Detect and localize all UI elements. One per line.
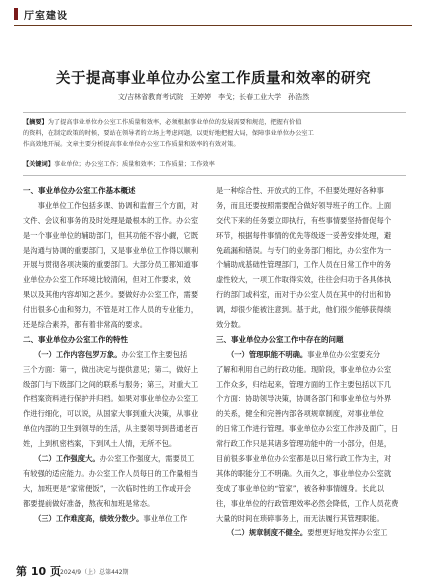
body-column-left: [23, 184, 213, 526]
paragraph-line: 付出很多心血和努力，不管是对工作人员的专业能力，: [23, 305, 199, 315]
issue-info: 2024/9（上）总第442期: [60, 569, 129, 576]
paragraph-line: 三个方面：第一，做出决定与提供意见；第二，做好上: [23, 364, 199, 374]
keywords-label: 【关键词】: [23, 161, 54, 168]
paragraph-line: [23, 452, 213, 467]
paragraph-line: 目前很多事业单位办公室都是以日常行政工作为主，对: [216, 454, 392, 464]
paragraph-line: 往，事业单位的行政管理效率必然会降低，工作人员花费: [216, 498, 399, 508]
paragraph-line: 业单位办公室工作环境比较清闲，但对工作要求，效: [23, 275, 191, 285]
paragraph-line: 事业单位工作包括多课、协调和监督三个方面，对: [23, 200, 199, 210]
paragraph-line: 个方面：协助领导决策，协调各部门和事业单位与外界: [216, 394, 392, 404]
paragraph-line: 都要提前做好准备，熬夜和加班是常态。: [23, 498, 155, 508]
paragraph-line: 个辅助成基础性管理部门，工作人员在日常工作中的务: [216, 260, 392, 270]
abstract-label: 【摘要】: [23, 119, 48, 126]
paragraph-line: 免疏漏和错误。与专门的业务部门相比，办公室作为一: [216, 245, 392, 255]
paragraph-line: [23, 348, 213, 363]
page-footer: [0, 561, 427, 581]
subheading-lead: （三）工作难度高，绩效分数少。: [23, 513, 144, 523]
keywords-text: 事业单位；办公室工作；质量和效率；工作质量；工作效率: [53, 161, 215, 168]
paragraph-line: 的关系，健全和完善内部各项规章制度，对事业单位: [216, 409, 384, 419]
paragraph-line: 虚性较大，一项工作取得实效，往往会归功于各具体执: [216, 275, 392, 285]
paragraph-line: 有较强的适应能力。办公室工作人员每日的工作量相当: [23, 468, 199, 478]
abstract-line: [23, 118, 406, 127]
page-number: 第 10 页: [16, 565, 61, 578]
subheading-lead: （二）工作强度大。: [23, 454, 100, 464]
paragraph-line: 务，而且还要按照需要配合做好领导班子的工作。上面: [216, 200, 392, 210]
paragraph-line: 大，加班更是“家常便饭”，一次临时性的工作或开会: [23, 483, 191, 493]
paragraph-line: 文件、会议和事务的及时处理是最根本的工作。办公室: [23, 215, 199, 225]
paragraph-line: 大量的时间在琐碎事务上，而无法履行其管理职能。: [216, 513, 384, 523]
paragraph-line: 效分数。: [216, 320, 246, 330]
paragraph-line: 单位内部的卫生到领导的生活，从主要领导到普通老百: [23, 424, 199, 434]
subheading-lead: （一）管理职能不明确。: [216, 349, 308, 359]
paragraph-line: 级部门与下级部门之间的联系与服务；第三，对重大工: [23, 379, 199, 389]
paragraph-line: 环节，根据每件事情的优先等级逐一妥善安排处理，避: [216, 230, 392, 240]
paragraph-line: 行的部门或科室，而对于办公室人员在其中的付出和协: [216, 290, 392, 300]
paragraph-text: 办公室工作主要包括: [121, 349, 188, 359]
article-title: 关于提高事业单位办公室工作质量和效率的研究: [56, 70, 371, 87]
paragraph-text: 事业单位工作: [143, 513, 188, 523]
paragraph-text: 办公室工作强度大，需要员工: [99, 454, 195, 464]
paragraph-line: [216, 348, 406, 363]
paragraph-line: [23, 512, 213, 527]
paragraph-line: [216, 526, 406, 541]
paragraph-line: 变成了事业单位的“管家”，被各种事情缠身。长此以: [216, 483, 384, 493]
article-authors: 文/吉林省教育考试院 王婷婷 李戈；长春工业大学 孙浩然: [117, 93, 310, 101]
paragraph-line: 是一个事业单位的辅助部门，但其功能不容小觑，它既: [23, 230, 199, 240]
paragraph-text: 事业单位办公室要充分: [307, 349, 381, 359]
paragraph-line: 的日常工作进行管理。事业单位办公室工作涉及面广，日: [216, 424, 399, 434]
keywords-line: [23, 160, 406, 169]
paragraph-line: 开展与贯彻各项决策的重要部门。大部分员工都知道事: [23, 260, 199, 270]
paragraph-line: 作进行细化，可以说，从国家大事到重大决策，从事业: [23, 409, 199, 419]
body-column-right: [216, 184, 406, 541]
paragraph-line: 是一种综合性、开放式的工作，不但要处理好各种事: [216, 186, 384, 195]
abstract-block: [23, 112, 406, 176]
paragraph-line: 还是综合素养，都有着非常高的要求。: [23, 320, 148, 330]
paragraph-line: 交代下来的任务要立即执行，有些事情要坚持督促每个: [216, 215, 392, 225]
paragraph-line: 了解和利用自己的行政功能。现阶段，事业单位办公室: [216, 364, 392, 374]
section-tag-label: 厅室建设: [24, 11, 68, 22]
section-tag-bar: [14, 8, 18, 20]
paragraph-line: 是沟通与协调的重要部门，又是事业单位工作得以顺利: [23, 245, 199, 255]
subheading-lead: （二）规章制度不健全。: [216, 528, 308, 538]
paragraph-line: 其体的职能分工不明确。久而久之，事业单位办公室就: [216, 468, 392, 478]
paragraph-line: 姓，上到机密档案，下到风土人情，无所不包。: [23, 439, 177, 449]
abstract-line: 作高效地开展。文章主要分析提高事业单位办公室工作质量和效率的有效对策。: [23, 141, 240, 148]
section-heading: 二、事业单位办公室工作的特性: [23, 334, 128, 344]
paragraph-text: 要想更好地发挥办公室工: [307, 528, 388, 538]
header-rule: [14, 25, 412, 26]
paragraph-line: 工作众多，归结起来，管理方面的工作主要包括以下几: [216, 379, 392, 389]
subheading-lead: （一）工作内容包罗万象。: [23, 349, 122, 359]
section-heading: 三、事业单位办公室工作中存在的问题: [216, 334, 344, 344]
paragraph-line: 调，却很少能被注意到。基于此，他们很少能够获得绩: [216, 305, 392, 315]
abstract-line: 的资料，在制定政策的时候，要站在领导者的立场上考虑问题，以更好地把握大局，保障事业单位办公室工: [23, 130, 314, 137]
section-heading: 一、事业单位办公室工作基本概述: [23, 186, 136, 195]
paragraph-line: 果以及其他内容却知之甚少。要做好办公室工作，需要: [23, 290, 199, 300]
paragraph-line: 常行政工作只是其诸多管理功能中的一小部分，但是，: [216, 439, 392, 449]
abstract-text: 为了提高事业单位办公室工作质量和效率，必须根据事业单位的发展需要和规范，把握有价值: [47, 119, 302, 126]
paragraph-line: 作档案资料进行保护并归档。如果对事业单位办公室工: [23, 394, 199, 404]
